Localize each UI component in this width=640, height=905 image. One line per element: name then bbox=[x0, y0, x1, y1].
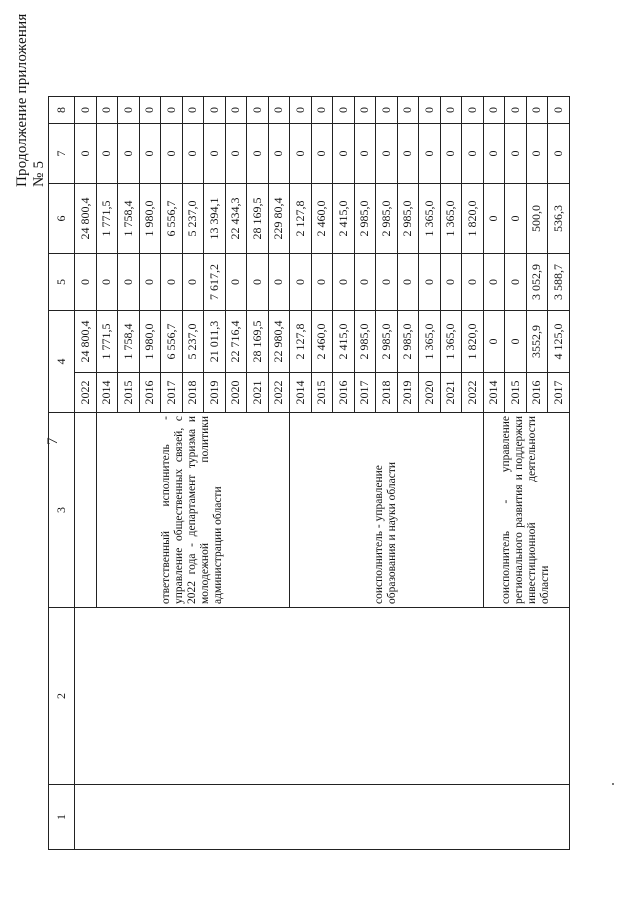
header-cell: 3 bbox=[49, 413, 75, 608]
value-cell: 0 bbox=[505, 97, 527, 124]
value-cell: 0 bbox=[526, 97, 548, 124]
year-cell: 2014 bbox=[290, 373, 312, 413]
value-cell: 0 bbox=[483, 311, 505, 373]
year-cell: 2019 bbox=[397, 373, 419, 413]
value-cell: 0 bbox=[311, 97, 333, 124]
value-cell: 0 bbox=[268, 97, 290, 124]
value-cell: 28 169,5 bbox=[247, 184, 269, 254]
value-cell: 0 bbox=[505, 311, 527, 373]
value-cell: 0 bbox=[75, 254, 97, 311]
value-cell: 0 bbox=[333, 124, 355, 184]
value-cell: 1 771,5 bbox=[96, 311, 118, 373]
value-cell: 0 bbox=[225, 254, 247, 311]
year-cell: 2014 bbox=[96, 373, 118, 413]
value-cell: 0 bbox=[290, 254, 312, 311]
value-cell: 1 820,0 bbox=[462, 311, 484, 373]
header-cell: 6 bbox=[49, 184, 75, 254]
value-cell: 4 125,0 bbox=[548, 311, 570, 373]
continuation-title: Продолжение приложения № 5 bbox=[14, 13, 47, 187]
value-cell: 24 800,4 bbox=[75, 311, 97, 373]
year-cell: 2017 bbox=[548, 373, 570, 413]
value-cell: 0 bbox=[204, 97, 226, 124]
value-cell: 229 80,4 bbox=[268, 184, 290, 254]
value-cell: 1 758,4 bbox=[118, 311, 140, 373]
value-cell: 6 556,7 bbox=[161, 311, 183, 373]
value-cell: 0 bbox=[182, 97, 204, 124]
value-cell: 0 bbox=[311, 124, 333, 184]
value-cell: 0 bbox=[505, 184, 527, 254]
value-cell: 2 415,0 bbox=[333, 184, 355, 254]
value-cell: 0 bbox=[440, 124, 462, 184]
value-cell: 0 bbox=[440, 254, 462, 311]
year-cell: 2022 bbox=[462, 373, 484, 413]
column-1-cell bbox=[75, 785, 570, 850]
value-cell: 1 771,5 bbox=[96, 184, 118, 254]
value-cell: 0 bbox=[505, 124, 527, 184]
value-cell: 2 460,0 bbox=[311, 184, 333, 254]
year-cell: 2018 bbox=[182, 373, 204, 413]
value-cell: 0 bbox=[139, 254, 161, 311]
value-cell: 2 415,0 bbox=[333, 311, 355, 373]
value-cell: 0 bbox=[96, 254, 118, 311]
value-cell: 0 bbox=[225, 124, 247, 184]
value-cell: 7 617,2 bbox=[204, 254, 226, 311]
year-cell: 2022 bbox=[75, 373, 97, 413]
value-cell: 2 985,0 bbox=[354, 184, 376, 254]
value-cell: 0 bbox=[462, 254, 484, 311]
value-cell: 1 758,4 bbox=[118, 184, 140, 254]
value-cell: 0 bbox=[139, 97, 161, 124]
value-cell: 0 bbox=[483, 184, 505, 254]
page-number: 7 bbox=[45, 437, 61, 445]
value-cell: 0 bbox=[268, 254, 290, 311]
year-cell: 2019 bbox=[204, 373, 226, 413]
value-cell: 0 bbox=[397, 97, 419, 124]
value-cell: 0 bbox=[225, 97, 247, 124]
value-cell: 0 bbox=[161, 124, 183, 184]
value-cell: 1 980,0 bbox=[139, 311, 161, 373]
value-cell: 0 bbox=[440, 97, 462, 124]
value-cell: 1 365,0 bbox=[440, 311, 462, 373]
value-cell: 1 365,0 bbox=[440, 184, 462, 254]
value-cell: 0 bbox=[182, 254, 204, 311]
value-cell: 0 bbox=[483, 254, 505, 311]
value-cell: 0 bbox=[376, 254, 398, 311]
year-cell: 2015 bbox=[311, 373, 333, 413]
value-cell: 0 bbox=[268, 124, 290, 184]
year-cell: 2016 bbox=[526, 373, 548, 413]
value-cell: 0 bbox=[333, 254, 355, 311]
value-cell: 0 bbox=[290, 124, 312, 184]
value-cell: 2 985,0 bbox=[397, 311, 419, 373]
year-cell: 2018 bbox=[376, 373, 398, 413]
header-cell: 4 bbox=[49, 311, 75, 413]
value-cell: 0 bbox=[419, 254, 441, 311]
value-cell: 1 980,0 bbox=[139, 184, 161, 254]
table-row bbox=[75, 97, 97, 850]
value-cell: 0 bbox=[419, 124, 441, 184]
year-cell: 2020 bbox=[225, 373, 247, 413]
scan-speck bbox=[612, 783, 614, 785]
value-cell: 0 bbox=[139, 124, 161, 184]
value-cell: 2 985,0 bbox=[354, 311, 376, 373]
value-cell: 0 bbox=[462, 97, 484, 124]
value-cell: 0 bbox=[290, 97, 312, 124]
value-cell: 2 985,0 bbox=[376, 184, 398, 254]
value-cell: 0 bbox=[397, 254, 419, 311]
value-cell: 0 bbox=[505, 254, 527, 311]
value-cell: 0 bbox=[247, 124, 269, 184]
executor-cell: ответственный исполнитель - управление общественных связей, с 2022 года - департамент туризма и молодежной политики администрации области bbox=[96, 413, 290, 608]
executor-cell: соисполнитель - управление образования и науки области bbox=[290, 413, 484, 608]
value-cell: 3552,9 bbox=[526, 311, 548, 373]
year-cell: 2022 bbox=[268, 373, 290, 413]
value-cell: 0 bbox=[204, 124, 226, 184]
value-cell: 0 bbox=[397, 124, 419, 184]
value-cell: 0 bbox=[247, 97, 269, 124]
value-cell: 0 bbox=[247, 254, 269, 311]
value-cell: 0 bbox=[182, 124, 204, 184]
value-cell: 2 985,0 bbox=[397, 184, 419, 254]
value-cell: 0 bbox=[161, 97, 183, 124]
executor-cell: соисполнитель - управление регионального развития и поддержки инвестиционной деятельности области bbox=[483, 413, 569, 608]
value-cell: 536,3 bbox=[548, 184, 570, 254]
year-cell: 2021 bbox=[247, 373, 269, 413]
header-cell: 1 bbox=[49, 785, 75, 850]
value-cell: 1 365,0 bbox=[419, 184, 441, 254]
value-cell: 0 bbox=[311, 254, 333, 311]
value-cell: 24 800,4 bbox=[75, 184, 97, 254]
year-cell: 2017 bbox=[354, 373, 376, 413]
value-cell: 0 bbox=[548, 124, 570, 184]
column-2-cell bbox=[75, 608, 570, 785]
value-cell: 0 bbox=[75, 97, 97, 124]
value-cell: 0 bbox=[526, 124, 548, 184]
value-cell: 0 bbox=[376, 124, 398, 184]
value-cell: 0 bbox=[354, 124, 376, 184]
year-cell: 2017 bbox=[161, 373, 183, 413]
value-cell: 0 bbox=[376, 97, 398, 124]
year-cell: 2014 bbox=[483, 373, 505, 413]
value-cell: 22 434,3 bbox=[225, 184, 247, 254]
value-cell: 0 bbox=[118, 124, 140, 184]
value-cell: 6 556,7 bbox=[161, 184, 183, 254]
value-cell: 3 052,9 bbox=[526, 254, 548, 311]
header-cell: 8 bbox=[49, 97, 75, 124]
header-row bbox=[49, 97, 75, 850]
funding-table bbox=[48, 96, 570, 850]
value-cell: 28 169,5 bbox=[247, 311, 269, 373]
column-3-cell bbox=[75, 413, 97, 608]
value-cell: 1 820,0 bbox=[462, 184, 484, 254]
value-cell: 0 bbox=[548, 97, 570, 124]
value-cell: 0 bbox=[75, 124, 97, 184]
value-cell: 2 127,8 bbox=[290, 311, 312, 373]
year-cell: 2016 bbox=[139, 373, 161, 413]
value-cell: 0 bbox=[354, 97, 376, 124]
value-cell: 0 bbox=[419, 97, 441, 124]
header-cell: 2 bbox=[49, 608, 75, 785]
value-cell: 5 237,0 bbox=[182, 184, 204, 254]
value-cell: 21 011,3 bbox=[204, 311, 226, 373]
value-cell: 5 237,0 bbox=[182, 311, 204, 373]
header-cell: 5 bbox=[49, 254, 75, 311]
value-cell: 0 bbox=[462, 124, 484, 184]
value-cell: 0 bbox=[333, 97, 355, 124]
year-cell: 2016 bbox=[333, 373, 355, 413]
value-cell: 0 bbox=[96, 124, 118, 184]
value-cell: 0 bbox=[118, 254, 140, 311]
value-cell: 2 460,0 bbox=[311, 311, 333, 373]
value-cell: 0 bbox=[354, 254, 376, 311]
value-cell: 13 394,1 bbox=[204, 184, 226, 254]
value-cell: 3 588,7 bbox=[548, 254, 570, 311]
value-cell: 2 127,8 bbox=[290, 184, 312, 254]
value-cell: 22 716,4 bbox=[225, 311, 247, 373]
value-cell: 1 365,0 bbox=[419, 311, 441, 373]
year-cell: 2015 bbox=[505, 373, 527, 413]
header-cell: 7 bbox=[49, 124, 75, 184]
value-cell: 0 bbox=[483, 124, 505, 184]
value-cell: 0 bbox=[483, 97, 505, 124]
year-cell: 2015 bbox=[118, 373, 140, 413]
value-cell: 22 980,4 bbox=[268, 311, 290, 373]
year-cell: 2020 bbox=[419, 373, 441, 413]
value-cell: 2 985,0 bbox=[376, 311, 398, 373]
value-cell: 0 bbox=[161, 254, 183, 311]
year-cell: 2021 bbox=[440, 373, 462, 413]
value-cell: 500,0 bbox=[526, 184, 548, 254]
value-cell: 0 bbox=[96, 97, 118, 124]
value-cell: 0 bbox=[118, 97, 140, 124]
